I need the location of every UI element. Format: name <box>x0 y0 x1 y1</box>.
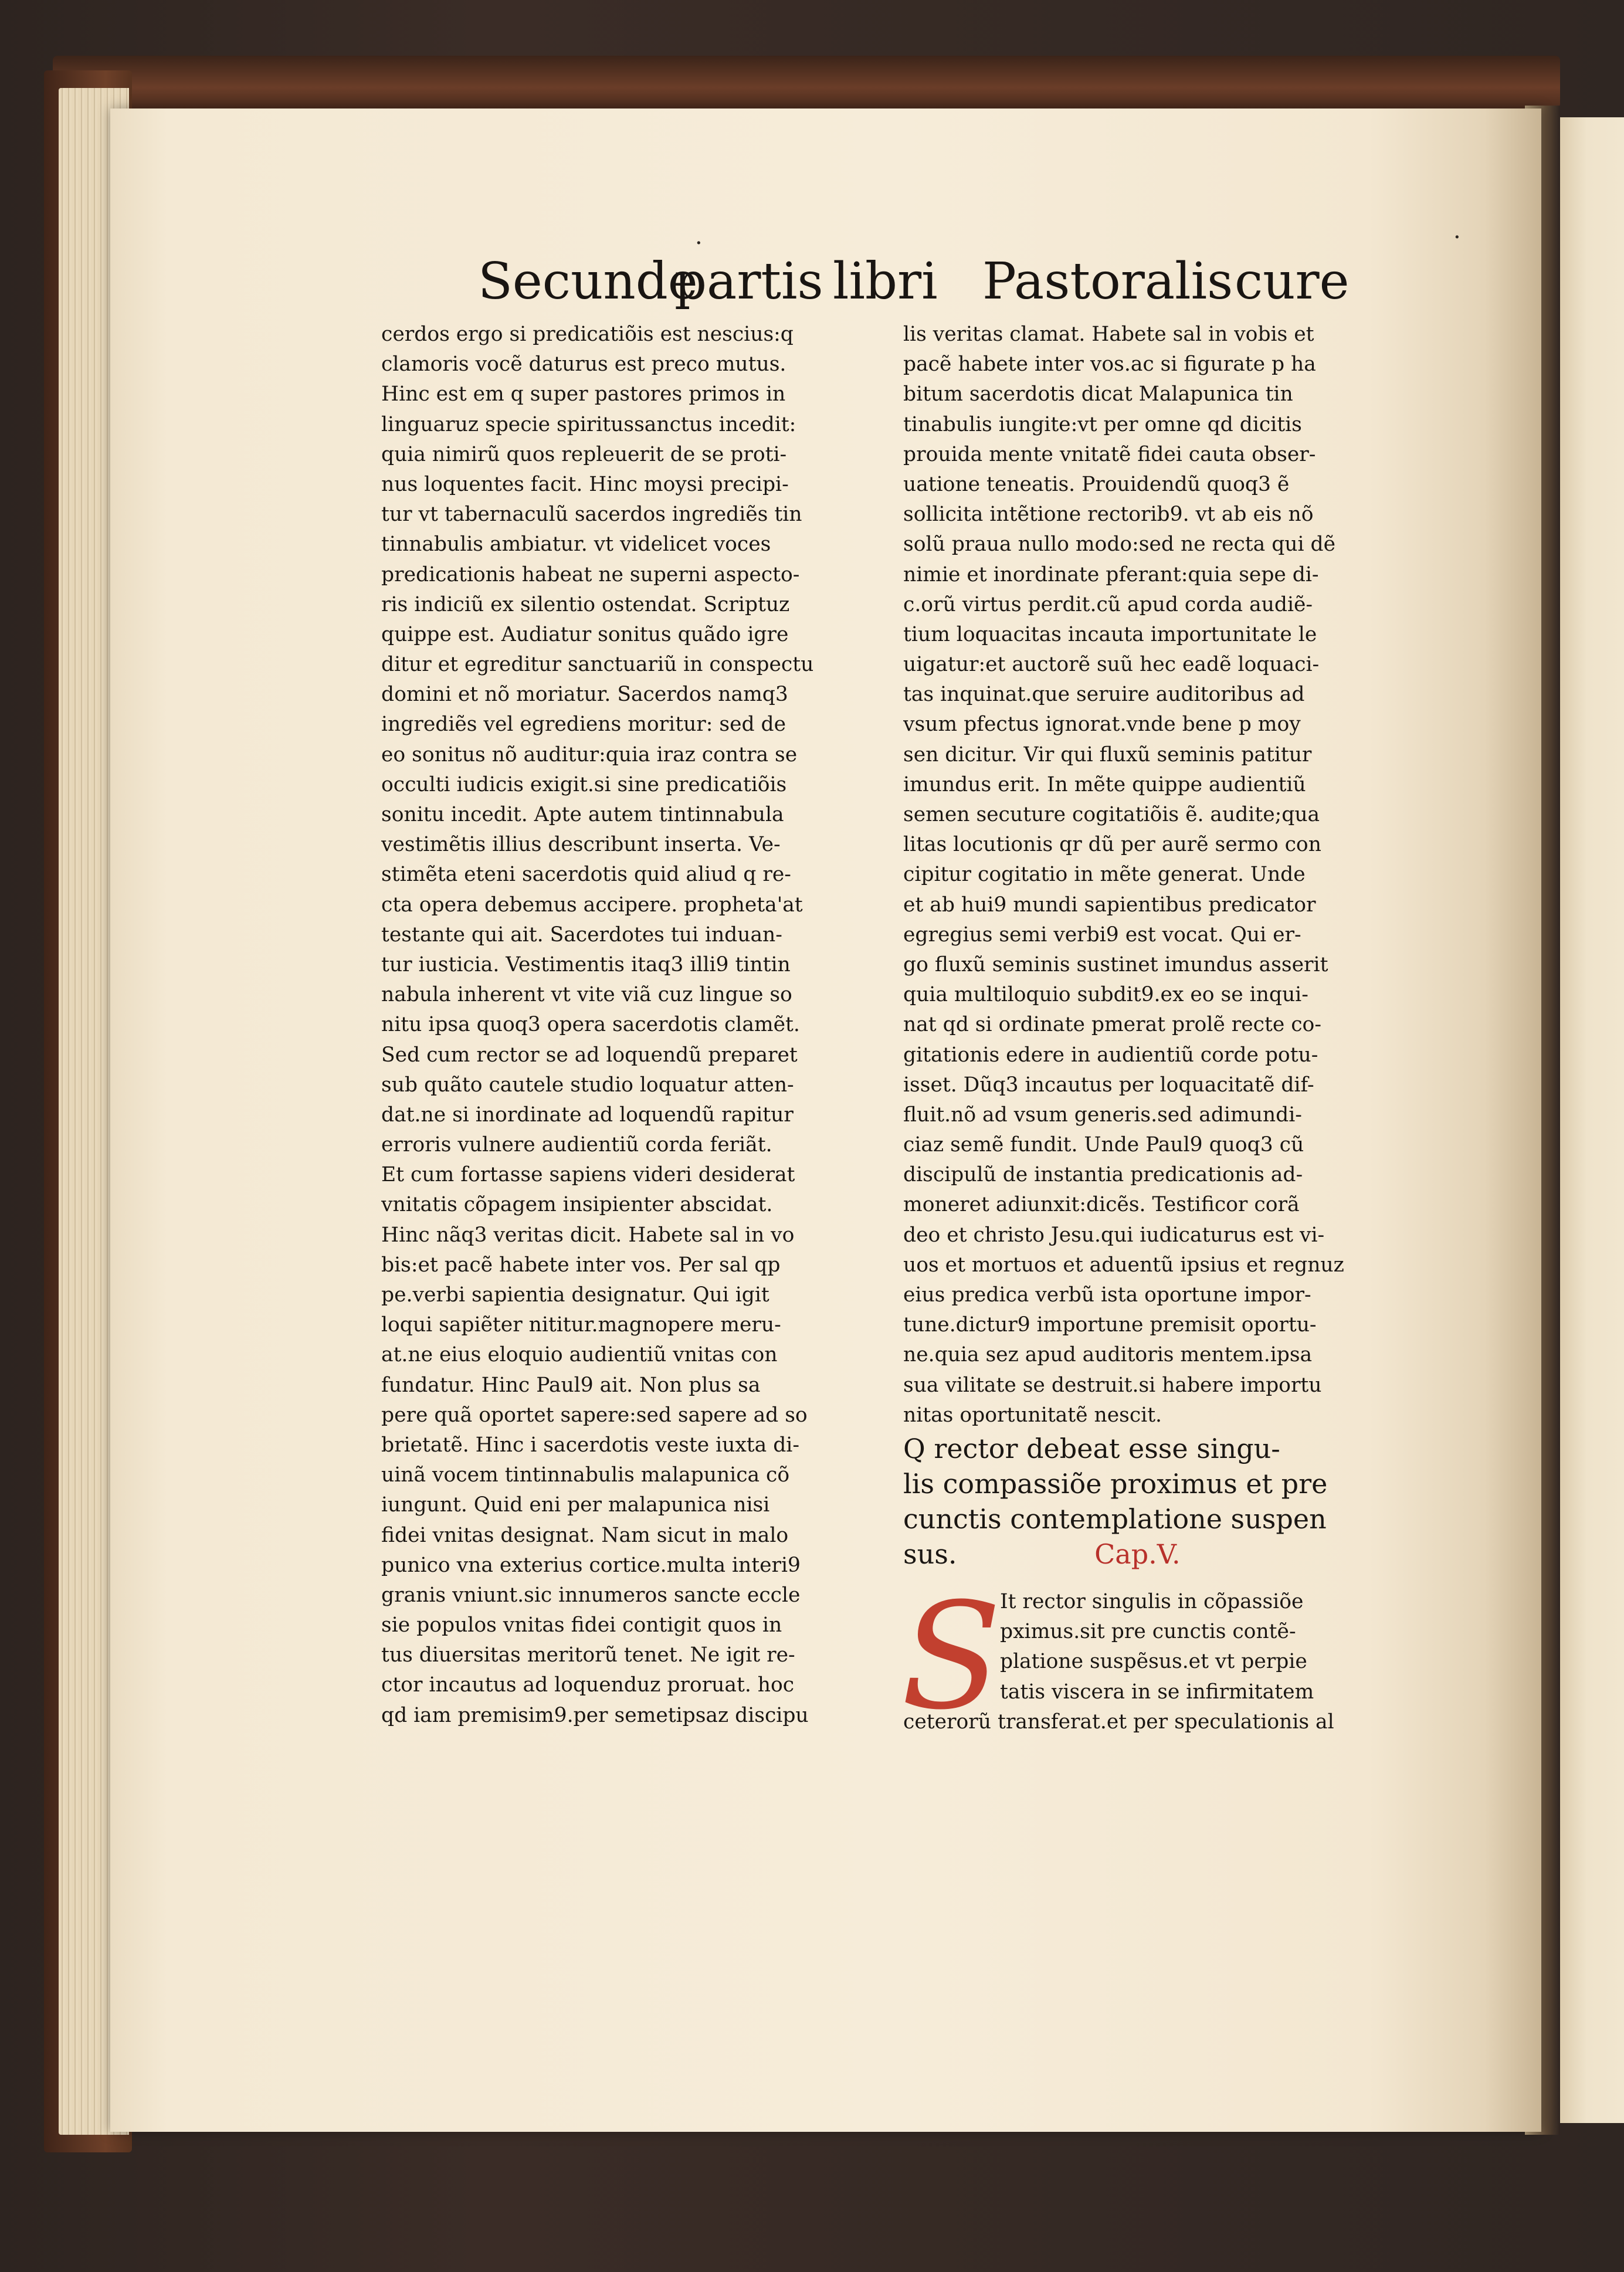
text-line: uigatur:et auctorẽ suũ hec eadẽ loquaci- <box>903 653 1320 677</box>
text-line: go fluxũ seminis sustinet imundus asserit <box>903 952 1328 976</box>
text-line: tinabulis iungite:vt per omne qd dicitis <box>903 412 1302 436</box>
text-line: iungunt. Quid eni per malapunica nisi <box>381 1493 770 1517</box>
text-line: eius predica verbũ ista oportune impor- <box>903 1283 1311 1307</box>
text-line: ctor incautus ad loquenduz proruat. hoc <box>381 1673 795 1697</box>
chapter-text <box>903 1587 1408 1737</box>
text-line: dat.ne si inordinate ad loquendũ rapitur <box>381 1103 794 1127</box>
text-line: Et cum fortasse sapiens videri desiderat <box>381 1163 795 1187</box>
running-header <box>0 240 1624 323</box>
text-line: vsum pfectus ignorat.vnde bene p moy <box>903 713 1301 737</box>
text-line: clamoris vocẽ daturus est preco mutus. <box>381 352 786 377</box>
text-line: et ab hui9 mundi sapientibus predicator <box>903 893 1316 917</box>
text-line: deo et christo Jesu.qui iudicaturus est vi- <box>903 1223 1325 1247</box>
text-line: ne.quia sez apud auditoris mentem.ipsa <box>903 1343 1313 1367</box>
text-line: c.orũ virtus perdit.cũ apud corda audiẽ- <box>903 592 1313 616</box>
text-line: pe.verbi sapientia designatur. Qui igit <box>381 1283 769 1307</box>
text-line: discipulũ de instantia predicationis ad- <box>903 1163 1303 1187</box>
text-line: ciaz semẽ fundit. Unde Paul9 quoq3 cũ <box>903 1133 1304 1157</box>
heading-line <box>903 1537 1408 1572</box>
text-line: domini et nõ moriatur. Sacerdos namq3 <box>381 683 788 707</box>
left-text-column <box>381 320 886 1731</box>
text-line: tinnabulis ambiatur. vt videlicet voces <box>381 533 771 557</box>
text-line: pximus.sit pre cunctis contẽ- <box>1000 1620 1296 1644</box>
text-line: egregius semi verbi9 est vocat. Qui er- <box>903 923 1301 947</box>
text-line: predicationis habeat ne superni aspecto- <box>381 562 800 586</box>
text-line: nat qd si ordinate pmerat prolẽ recte co- <box>903 1013 1321 1037</box>
text-line: moneret adiunxit:dicẽs. Testificor corã <box>903 1193 1300 1217</box>
text-line: ceterorũ transferat.et per speculationis al <box>903 1710 1334 1734</box>
text-line: isset. Dũq3 incautus per loquacitatẽ dif- <box>903 1073 1314 1097</box>
right-text-column <box>903 320 1408 1430</box>
text-line: tas inquinat.que seruire auditoribus ad <box>903 683 1305 707</box>
text-line: fluit.nõ ad vsum generis.sed adimundi- <box>903 1103 1302 1127</box>
text-line: pacẽ habete inter vos.ac si figurate p ha <box>903 352 1316 377</box>
text-line: brietatẽ. Hinc i sacerdotis veste iuxta di- <box>381 1433 799 1457</box>
text-line: quia nimirũ quos repleuerit de se proti- <box>381 442 787 466</box>
initial-letter-s: S <box>901 1571 1002 1742</box>
text-line: qd iam premisim9.per semetipsaz discipu <box>381 1703 809 1727</box>
text-line: fundatur. Hinc Paul9 ait. Non plus sa <box>381 1373 761 1397</box>
text-line: Hinc est em q super pastores primos in <box>381 382 786 406</box>
text-line: cipitur cogitatio in mẽte generat. Unde <box>903 863 1306 887</box>
chapter-heading <box>903 1431 1408 1572</box>
text-line: sub quãto cautele studio loquatur atten- <box>381 1073 794 1097</box>
text-line: punico vna exterius cortice.multa interi9 <box>381 1553 801 1577</box>
text-line: sollicita intẽtione rectorib9. vt ab eis nõ <box>903 503 1314 527</box>
text-line: Hinc nãq3 veritas dicit. Habete sal in vo <box>381 1223 795 1247</box>
text-line: semen secuture cogitatiõis ẽ. audite;qua <box>903 803 1320 826</box>
text-line: nabula inherent vt vite viã cuz lingue so <box>381 983 792 1007</box>
ink-mark: · <box>1453 224 1461 251</box>
text-line: uos et mortuos et aduentũ ipsius et regnuz <box>903 1253 1344 1277</box>
facing-page <box>1554 117 1624 2123</box>
text-line: nitu ipsa quoq3 opera sacerdotis clamẽt. <box>381 1013 800 1037</box>
header-word: Pastoralis <box>982 252 1233 311</box>
text-line: prouida mente vnitatẽ fidei cauta obser- <box>903 442 1316 466</box>
text-line: erroris vulnere audientiũ corda feriãt. <box>381 1133 772 1157</box>
text-line: fidei vnitas designat. Nam sicut in malo <box>381 1523 789 1547</box>
header-word: libri <box>833 252 938 311</box>
text-line: sie populos vnitas fidei contigit quos in <box>381 1613 782 1637</box>
text-line: ingrediẽs vel egrediens moritur: sed de <box>381 713 786 737</box>
text-line: platione suspẽsus.et vt perpie <box>1000 1650 1307 1674</box>
text-line: nus loquentes facit. Hinc moysi precipi- <box>381 472 789 496</box>
text-line: sua vilitate se destruit.si habere importu <box>903 1373 1322 1397</box>
heading-line: lis compassiõe proximus et pre <box>903 1468 1328 1500</box>
text-line: vnitatis cõpagem insipienter abscidat. <box>381 1193 773 1217</box>
text-line: ris indiciũ ex silentio ostendat. Scriptuz <box>381 592 790 616</box>
text-line: vestimẽtis illius describunt inserta. Ve- <box>381 833 781 857</box>
text-line: tium loquacitas incauta importunitate le <box>903 622 1317 646</box>
text-line: ditur et egreditur sanctuariũ in conspectu <box>381 653 814 677</box>
text-line: It rector singulis in cõpassiõe <box>1000 1590 1304 1613</box>
text-line: bitum sacerdotis dicat Malapunica tin <box>903 382 1293 406</box>
text-line: sonitu incedit. Apte autem tintinnabula <box>381 803 784 826</box>
text-line: uinã vocem tintinnabulis malapunica cõ <box>381 1463 790 1487</box>
text-line: lis veritas clamat. Habete sal in vobis et <box>903 323 1314 346</box>
text-line: nitas oportunitatẽ nescit. <box>903 1403 1162 1427</box>
text-line: tur vt tabernaculũ sacerdos ingrediẽs tin <box>381 503 802 527</box>
text-line: pere quã oportet sapere:sed sapere ad so <box>381 1403 808 1427</box>
binding-board-top <box>53 56 1560 108</box>
header-word: partis <box>674 252 823 311</box>
text-line: solũ praua nullo modo:sed ne recta qui dẽ <box>903 533 1336 557</box>
text-line: linguaruz specie spiritussanctus incedit: <box>381 412 796 436</box>
text-line: loqui sapiẽter nititur.magnopere meru- <box>381 1313 781 1337</box>
text-line: uatione teneatis. Prouidendũ quoq3 ẽ <box>903 472 1290 496</box>
text-line: eo sonitus nõ auditur:quia iraz contra se <box>381 742 798 767</box>
text-line: tune.dictur9 importune premisit oportu- <box>903 1313 1317 1337</box>
text-line: sen dicitur. Vir qui fluxũ seminis patitur <box>903 742 1312 767</box>
text-line: quippe est. Audiatur sonitus quãdo igre <box>381 622 789 646</box>
ink-mark: · <box>695 230 703 257</box>
text-line: testante qui ait. Sacerdotes tui induan- <box>381 923 782 947</box>
text-line: cerdos ergo si predicatiõis est nescius:q <box>381 323 794 346</box>
text-line: tus diuersitas meritorũ tenet. Ne igit re- <box>381 1643 795 1667</box>
heading-line: Q rector debeat esse singu- <box>903 1433 1280 1464</box>
text-line: at.ne eius eloquio audientiũ vnitas con <box>381 1343 778 1367</box>
text-line: nimie et inordinate pferant:quia sepe di- <box>903 562 1319 586</box>
header-word: Secunde <box>478 252 698 311</box>
header-word: cure <box>1235 252 1350 311</box>
chapter-label: Cap.V. <box>1094 1538 1181 1570</box>
heading-line: cunctis contemplatione suspen <box>903 1503 1327 1535</box>
text-line: tatis viscera in se infirmitatem <box>1000 1680 1314 1704</box>
text-line: quia multiloquio subdit9.ex eo se inqui- <box>903 983 1308 1007</box>
text-line: tur iusticia. Vestimentis itaq3 illi9 tintin <box>381 952 791 976</box>
text-line: imundus erit. In mẽte quippe audientiũ <box>903 772 1306 796</box>
text-line: bis:et pacẽ habete inter vos. Per sal qp <box>381 1253 781 1277</box>
text-line: occulti iudicis exigit.si sine predicatiõis <box>381 772 787 796</box>
text-line: stimẽta eteni sacerdotis quid aliud q re- <box>381 863 791 887</box>
text-line: Sed cum rector se ad loquendũ preparet <box>381 1043 798 1067</box>
text-line: gitationis edere in audientiũ corde potu- <box>903 1043 1318 1067</box>
text-line: granis vniunt.sic innumeros sancte eccle <box>381 1583 801 1607</box>
text-line: cta opera debemus accipere. propheta'at <box>381 893 803 917</box>
text-line: litas locutionis qr dũ per aurẽ sermo con <box>903 833 1321 857</box>
heading-last-word: sus. <box>903 1538 957 1570</box>
